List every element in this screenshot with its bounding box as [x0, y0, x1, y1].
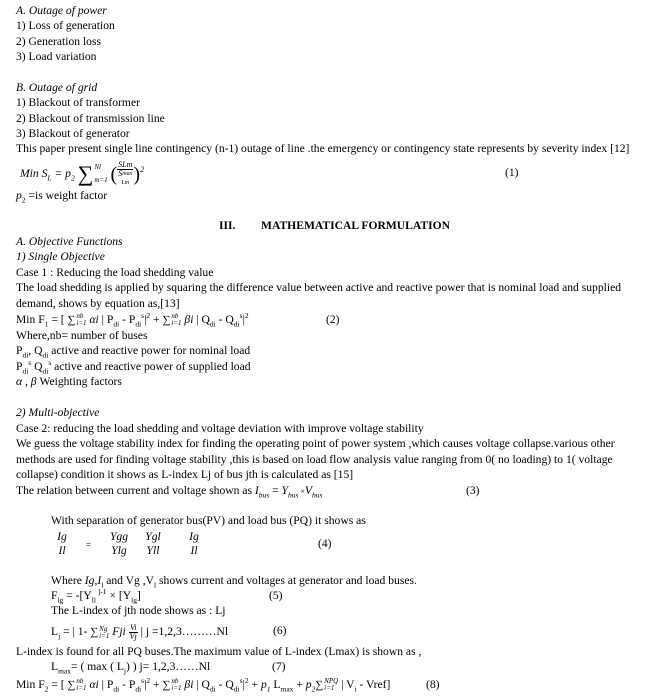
- eq8-term: | V: [338, 678, 355, 691]
- eq1-rhs-sub: 2: [70, 173, 75, 183]
- paren-close: ): [133, 163, 141, 186]
- eq1-den-base: S: [118, 169, 123, 179]
- eq7-sub: max: [58, 666, 72, 676]
- eq8-term: - Vref]: [356, 678, 391, 691]
- where-text: shows current and voltages at generator and load buses.: [156, 574, 417, 587]
- equation-number: (2): [326, 313, 340, 326]
- equation-number: (4): [318, 537, 332, 550]
- matrix-cell: Yll: [146, 544, 160, 557]
- list-item: 2) Blackout of transmission line: [16, 112, 165, 125]
- eq8-term: | Q: [193, 678, 210, 691]
- eq8-sub: di: [135, 684, 142, 694]
- summation-symbol: ∑: [67, 679, 76, 691]
- equation-2: [16, 313, 249, 327]
- eq7-l: L: [51, 660, 59, 673]
- alpha-beta-symbols: α , β: [16, 375, 37, 388]
- def-q: , Q: [28, 344, 43, 357]
- sum-upper: nb: [76, 677, 84, 686]
- eq2-bar: |: [144, 313, 147, 326]
- beta-symbol: βi: [184, 313, 194, 326]
- def-q: Q: [31, 360, 43, 373]
- matrix-col-current-left: [52, 530, 72, 558]
- matrix-cell: Ygl: [145, 530, 161, 543]
- eq6-fraction: [129, 624, 138, 641]
- eq1-fraction: [117, 161, 133, 187]
- sum-limits: [76, 678, 86, 692]
- eq8-plus: +: [248, 678, 261, 691]
- eq2-sub: di: [233, 319, 240, 329]
- eq5-f: F: [51, 589, 58, 602]
- paragraph-voltage-stability-2: methods are used for finding voltage stability ,this is based on load flow analysis value ranging from 0( no loading) to 1( voltage: [16, 453, 613, 466]
- eq6-l: L: [51, 625, 59, 639]
- sum-upper: nb: [171, 312, 179, 321]
- def-sub: di: [22, 366, 29, 376]
- equation-7: [51, 660, 210, 674]
- equation-number: (1): [505, 166, 519, 179]
- paragraph-voltage-stability-3: collapse) condition it shows as L-index Lj of bus jth is calculated as [15]: [16, 468, 354, 481]
- eq8-bar: |: [242, 678, 245, 691]
- eq3-eq: =: [269, 484, 282, 497]
- sum-limits: [171, 678, 181, 692]
- eq5-sup: ]-1: [95, 587, 107, 597]
- matrix-cell: Ig: [57, 530, 67, 543]
- lindex-text: The L-index of jth node shows as : Lj: [51, 604, 226, 617]
- equation-number: (7): [272, 660, 286, 673]
- p2-sub: 2: [21, 195, 26, 205]
- def-p: P: [16, 360, 23, 373]
- eq8-sup: s: [239, 676, 243, 686]
- eq7-sub: j: [123, 666, 127, 676]
- eq8-sub: 2: [44, 684, 49, 694]
- beta-symbol: βi: [184, 678, 194, 691]
- ig-symbol: Ig: [84, 574, 95, 587]
- p1-symbol: p: [260, 678, 267, 691]
- eq2-lhs: Min F: [16, 313, 45, 326]
- summation-symbol: ∑: [90, 626, 99, 639]
- eq5-term: ]: [136, 589, 141, 602]
- summation-symbol: ∑: [67, 314, 76, 326]
- eq2-sub: di: [209, 319, 216, 329]
- alpha-symbol: αi: [89, 313, 99, 326]
- eq8-term: L: [270, 678, 281, 691]
- alpha-symbol: αi: [89, 678, 99, 691]
- matrix-col-current-right: [184, 530, 204, 558]
- eq6-fji: Fji: [112, 625, 126, 639]
- subsection-a: A. Objective Functions: [16, 235, 123, 248]
- comma: ,: [94, 574, 98, 587]
- def-text: Weighting factors: [36, 375, 122, 388]
- eq8-square: 2: [146, 676, 151, 686]
- sum-lower: i=1: [324, 684, 335, 693]
- matrix-col-y1: [104, 530, 134, 558]
- paren-open: (: [110, 163, 118, 186]
- def-sub: di: [42, 350, 49, 360]
- list-item: 3) Load variation: [16, 50, 97, 63]
- def-sup: s: [28, 358, 32, 368]
- eq8-sub: i: [354, 684, 357, 694]
- def-sup: s: [48, 358, 52, 368]
- matrix-cell: Ig: [189, 530, 199, 543]
- paragraph-load-shedding-2: demand, shows by equation as,[13]: [16, 297, 180, 310]
- eq8-sub: 2: [311, 684, 316, 694]
- matrix-col-y2: [138, 530, 168, 558]
- eq1-lhs: Min S: [20, 167, 48, 180]
- def-sub: di: [42, 366, 49, 376]
- p2-definition: [16, 189, 107, 203]
- matrix-cell: Il: [190, 544, 198, 557]
- eq8-bar: |: [144, 678, 147, 691]
- eq8-sub: max: [280, 684, 294, 694]
- summation-symbol: ∑: [162, 314, 171, 326]
- where-nb: Where,nb= number of buses: [16, 329, 148, 342]
- sum-lower: m=1: [94, 176, 108, 185]
- eq2-bar: |: [242, 313, 245, 326]
- eq1-denominator: [117, 170, 133, 187]
- eq2-plus: +: [150, 313, 163, 326]
- sum-lower: i=1: [171, 684, 182, 693]
- eq8-square: 2: [244, 676, 249, 686]
- vl-sub: l: [154, 580, 157, 590]
- sum-upper: Nl: [94, 163, 101, 172]
- eq2-square: 2: [146, 311, 151, 321]
- eq8-sup: s: [141, 676, 145, 686]
- summation-symbol: ∑: [162, 679, 171, 691]
- eq2-sup: s: [239, 311, 243, 321]
- eq8-plus: +: [150, 678, 163, 691]
- heading-outage-power: A. Outage of power: [16, 4, 107, 17]
- equation-number: (5): [269, 589, 283, 602]
- sum-upper: nb: [76, 312, 84, 321]
- eq2-lhs-sub: 1: [44, 319, 49, 329]
- list-item: 1) Loss of generation: [16, 19, 115, 32]
- eq2-square: 2: [244, 311, 249, 321]
- sum-limits: [76, 313, 86, 327]
- definition-nominal: [16, 344, 250, 358]
- eq6-term: | j =1,2,3………Nl: [137, 625, 229, 639]
- eq8-sub: di: [113, 684, 120, 694]
- eq5-sub: lg: [57, 595, 64, 605]
- eq3-sub: bus: [287, 490, 299, 500]
- sum-lower: i=1: [171, 319, 182, 328]
- eq2-sub: di: [113, 319, 120, 329]
- eq1-den-sup: max: [122, 171, 133, 178]
- eq2-sub: di: [135, 319, 142, 329]
- section-number: III.: [219, 219, 236, 232]
- paragraph-contingency: This paper present single line contingency (n-1) outage of line .the emergency or contingency state represents by severity index [12]: [16, 142, 630, 155]
- eq8-sub: di: [209, 684, 216, 694]
- eq1-rhs: = p: [51, 167, 71, 180]
- list-item: 1) Blackout of transformer: [16, 96, 140, 109]
- p2-symbol: p: [16, 189, 22, 202]
- definition-supplied: [16, 360, 251, 374]
- matrix-cell: Ylg: [111, 544, 127, 557]
- sum-lower: i=1: [76, 319, 87, 328]
- eq6-term: = | 1-: [60, 625, 91, 639]
- eq6-numerator: Vi: [129, 623, 137, 632]
- eq8-term: - P: [119, 678, 136, 691]
- eq3-text: The relation between current and voltage shown as: [16, 484, 255, 497]
- paragraph-load-shedding: The load shedding is applied by squaring the difference value between active and reactive power that is nominal load and supplied: [16, 281, 622, 294]
- eq5-term: = -[Y: [63, 589, 92, 602]
- def-text: active and reactive power of supplied load: [51, 360, 251, 373]
- eq6-denominator: Vj: [129, 632, 137, 641]
- eq2-term: - Q: [215, 313, 234, 326]
- eq1-den-sub: Lm: [121, 180, 130, 187]
- subsection-2: 2) Multi-objective: [16, 406, 100, 419]
- eq8-term: | P: [98, 678, 114, 691]
- eq8-lhs: Min F: [16, 678, 45, 691]
- sum-upper: nb: [171, 677, 179, 686]
- sum-limits: [171, 313, 181, 327]
- sum-limits: [94, 164, 107, 184]
- eq1-lhs-sub: L: [47, 173, 52, 183]
- equation-number: (8): [426, 678, 440, 691]
- eq2-term: | Q: [193, 313, 210, 326]
- sum-upper: Ng: [99, 624, 108, 633]
- sum-upper: NPQ: [324, 677, 339, 686]
- eq1-power: 2: [140, 165, 145, 175]
- il-sub: l: [101, 580, 104, 590]
- sum-lower: i=1: [76, 684, 87, 693]
- subsection-1: 1) Single Objective: [16, 250, 105, 263]
- eq8-sub: di: [233, 684, 240, 694]
- lindex-all-text: L-index is found for all PQ buses.The maximum value of L-index (Lmax) is shown as ,: [16, 645, 422, 658]
- eq3-times: ×: [298, 487, 305, 496]
- p2-symbol: p: [305, 678, 312, 691]
- eq8-plus: +: [293, 678, 306, 691]
- heading-outage-grid: B. Outage of grid: [16, 81, 98, 94]
- p2-text: =is weight factor: [25, 189, 108, 202]
- eq2-bracket: = [: [48, 313, 68, 326]
- equation-number: (6): [273, 624, 287, 637]
- matrix-equals: =: [86, 540, 92, 550]
- eq3-sub: bus: [258, 490, 270, 500]
- eq6-sub: j: [58, 631, 61, 641]
- eq5-sub: lg: [131, 595, 137, 605]
- eq1-numerator: SLm: [118, 160, 133, 170]
- section-title: MATHEMATICAL FORMULATION: [261, 219, 451, 232]
- case-1: Case 1 : Reducing the load shedding value: [16, 266, 214, 279]
- list-item: 3) Blackout of generator: [16, 127, 130, 140]
- eq8-sub: 1: [266, 684, 271, 694]
- where-text: Where: [51, 574, 85, 587]
- eq2-sup: s: [141, 311, 145, 321]
- list-item: 2) Generation loss: [16, 35, 102, 48]
- sum-limits: [324, 678, 338, 692]
- eq5-sub: ll: [91, 595, 96, 605]
- eq8-term: - Q: [215, 678, 234, 691]
- equation-number: (3): [466, 484, 480, 497]
- separation-text: With separation of generator bus(PV) and load bus (PQ) it shows as: [51, 514, 366, 527]
- eq3-y: Y: [281, 484, 288, 497]
- equation-5: [51, 589, 141, 603]
- equation-6: [51, 624, 228, 641]
- eq8-bracket: = [: [48, 678, 68, 691]
- eq2-term: | P: [98, 313, 114, 326]
- eq2-term: - P: [119, 313, 136, 326]
- definition-weights: [16, 375, 122, 389]
- il-symbol: I: [97, 574, 102, 587]
- def-sub: di: [22, 350, 29, 360]
- where-ig-il: [51, 574, 417, 588]
- equation-8: [16, 678, 390, 692]
- eq5-term: × [Y: [106, 589, 132, 602]
- summation-symbol: ∑: [77, 161, 94, 187]
- equation-3: [16, 484, 322, 499]
- matrix-cell: Ygg: [109, 530, 129, 543]
- def-text: active and reactive power for nominal load: [48, 344, 251, 357]
- where-text: and Vg ,V: [103, 574, 155, 587]
- eq3-i: I: [254, 484, 259, 497]
- eq7-term: ) ) j= 1,2,3……Nl: [126, 660, 211, 673]
- def-p: P: [16, 344, 23, 357]
- matrix-cell: Il: [58, 544, 66, 557]
- paragraph-voltage-stability: We guess the voltage stability index for finding the operating point of power system ,which causes voltage collapse.various other: [16, 437, 615, 450]
- eq7-term: = ( max ( L: [71, 660, 124, 673]
- equation-1: [20, 160, 144, 188]
- sum-lower: i=1: [99, 631, 110, 640]
- summation-symbol: ∑: [315, 679, 324, 691]
- eq3-sub: bus: [312, 490, 323, 500]
- sum-limits: [99, 626, 109, 640]
- case-2: Case 2: reducing the load shedding and voltage deviation with improve voltage stability: [16, 422, 424, 435]
- eq3-v: V: [304, 484, 312, 497]
